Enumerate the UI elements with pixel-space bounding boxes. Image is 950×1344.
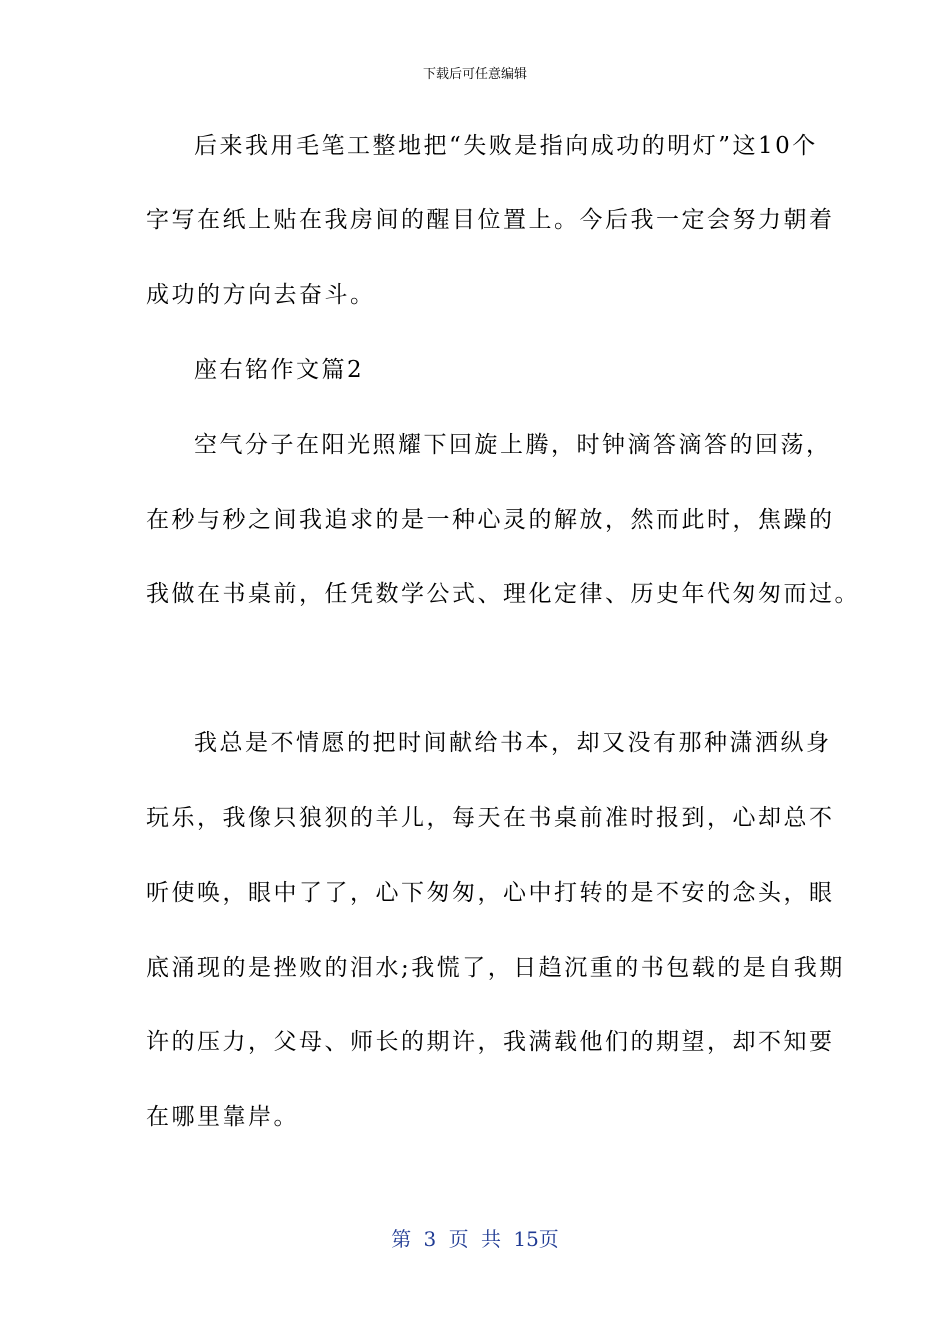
paragraph-1-line-1: 后来我用毛笔工整地把“失败是指向成功的明灯”这10个 [194,133,818,159]
paragraph-3-line-2: 在秒与秒之间我追求的是一种心灵的解放，然而此时，焦躁的 [146,507,835,533]
paragraph-3-line-3: 我做在书桌前，任凭数学公式、理化定律、历史年代匆匆而过。 [146,581,860,607]
paragraph-4-line-6: 在哪里靠岸。 [146,1104,299,1130]
paragraph-3-line-1: 空气分子在阳光照耀下回旋上腾，时钟滴答滴答的回荡， [194,432,832,458]
paragraph-4-line-2: 玩乐，我像只狼狈的羊儿，每天在书桌前准时报到，心却总不 [146,805,835,831]
paragraph-4-line-3: 听使唤，眼中了了，心下匆匆，心中打转的是不安的念头，眼 [146,880,835,906]
paragraph-4-line-4: 底涌现的是挫败的泪水;我慌了，日趋沉重的书包载的是自我期 [146,955,845,981]
page-footer: 第 3 页 共 15页 [391,1227,559,1251]
paragraph-4-line-1: 我总是不情愿的把时间献给书本，却又没有那种潇洒纵身 [194,730,832,756]
paragraph-1-line-3: 成功的方向去奋斗。 [146,282,376,308]
paragraph-1-line-2: 字写在纸上贴在我房间的醒目位置上。今后我一定会努力朝着 [146,207,835,233]
section-heading: 座右铭作文篇2 [194,357,365,383]
page-header: 下载后可任意编辑 [422,67,527,82]
paragraph-4-line-5: 许的压力，父母、师长的期许，我满载他们的期望，却不知要 [146,1029,835,1055]
